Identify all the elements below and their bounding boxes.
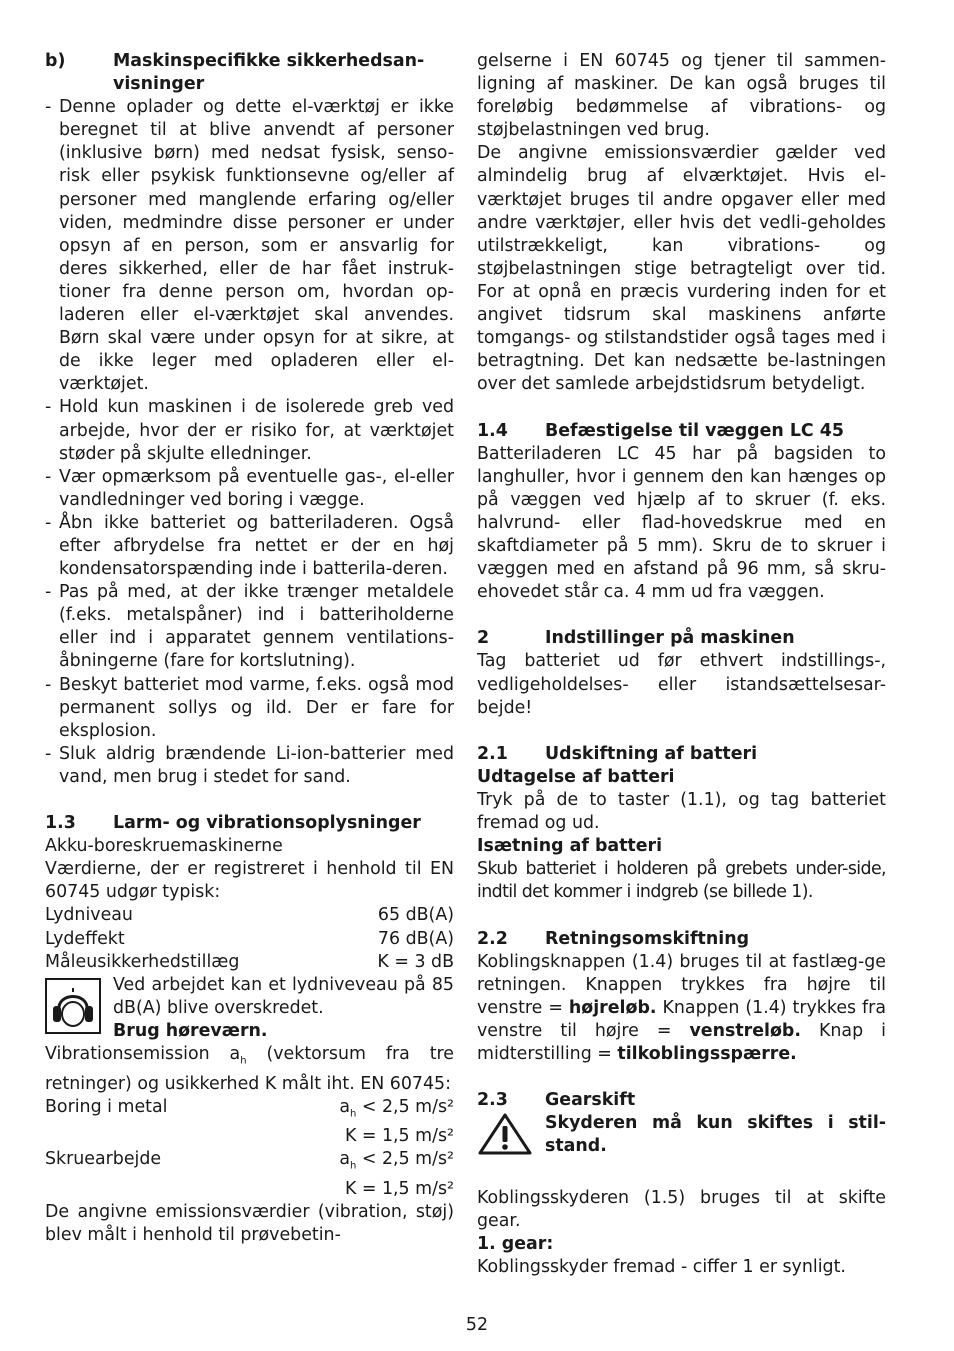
safety-bullet-1: - Denne oplader og dette el-værktøj er ikke beregnet til at blive anvendt af personer (inklusive børn) med nedsat fysisk, senso-risk eller psykisk funktionsevne og/eller af personer med manglende erfaring og/eller viden, medmindre disse personer er under opsyn af en person, som er ansvarlig for deres sikkerhed, eller de har fået instruk-tioner fra denne person om, hvordan op-laderen eller el-værktøjet skal anvendes. Børn skal være under opsyn for at sikre, at de ikke leger med opladeren eller el-værktøjet. — [45, 96, 454, 396]
section-2-3-number: 2.3 — [477, 1090, 508, 1111]
safety-bullet-7: - Sluk aldrig brændende Li-ion-batterier med vand, men brug i stedet for sand. — [45, 743, 454, 789]
noise-row — [45, 904, 454, 927]
settings-text: Tag batteriet ud før ethvert indstillings-, vedligeholdelses- eller istandsættelsesar-bejde! — [477, 651, 886, 718]
vibration-label: Skruearbejde — [45, 1149, 162, 1170]
safety-bullet-2: - Hold kun maskinen i de isolerede greb ved arbejde, hvor der er risiko for, at værktøjet støder på skjulte elledninger. — [45, 396, 454, 465]
direction-text: Koblingsknappen (1.4) bruges til at fastlæg-ge retningen. Knappen trykkes fra højre til venstre = højreløb. Knappen (1.4) trykkes fra venstre til højre = venstreløb. Knap i midterstilling = tilkoblingsspærre. — [477, 951, 886, 1065]
hearing-notice-bold: Brug høreværn. — [113, 1020, 268, 1041]
vibration-label: Boring i metal — [45, 1096, 168, 1117]
battery-insert-heading: Isætning af batteri — [477, 836, 663, 857]
emission-continued: gelserne i EN 60745 og tjener til sammen-ligning af maskiner. De kan også bruges til foreløbig bedømmelse af vibrations- og støjbelastningen ved brug. — [477, 51, 886, 141]
safety-bullet-5: - Pas på med, at der ikke trænger metaldele (f.eks. metalspåner) ind i batteriholderne eller ind i apparatet gennem ventilations-åbningerne (fare for kortslutning). — [45, 581, 454, 673]
safety-bullet-3: - Vær opmærksom på eventuelle gas-, el-eller vandledninger ved boring i vægge. — [45, 466, 454, 512]
section-2-3-heading — [477, 1089, 886, 1112]
hearing-notice-text: Ved arbejdet kan et lydniveveau på 85 dB(A) blive overskredet. — [113, 974, 454, 1018]
vibration-intro: Vibrationsemission $a_h$ (vektorsum fra tre retninger) og usikkerhed K målt iht. EN 60745: — [45, 1044, 454, 1094]
section-1-3-heading — [45, 812, 454, 835]
section-1-4-number: 1.4 — [477, 420, 508, 441]
right-column — [477, 50, 886, 1279]
section-2-1-number: 2.1 — [477, 743, 508, 764]
vibration-values: $a_h < 2,5$ m/s² K = 1,5 m/s² — [339, 1096, 454, 1147]
battery-removal-text: Tryk på de to taster (1.1), og tag batteriet fremad og ud. — [477, 790, 886, 834]
vibration-row-screwing — [45, 1148, 454, 1201]
battery-insert-text: Skub batteriet i holderen på grebets under-side, indtil det kommer i indgreb (se billede 1). — [477, 859, 886, 903]
noise-value: 76 dB(A) — [377, 928, 454, 949]
emission-notes: De angivne emissionsværdier gælder ved almindelig brug af elværktøjet. Hvis el-værktøjet bruges til andre opgaver eller med andre værktøjer, eller hvis det vedli-geholdes utilstrækkeligt, kan vibrations- og støjbelastningen stige betragteligt over tid. For at opnå en præcis vurdering inden for et angivet tidsrum skal maskinens anførte tomgangs- og stilstandstider også tages med i betragtning. Det kan nedsætte be-lastningen over det samlede arbejdstidsrum betydeligt. — [477, 143, 886, 395]
gear-1-text: Koblingsskyder fremad - ciffer 1 er synligt. — [477, 1256, 846, 1277]
section-b-number: b) — [45, 51, 66, 71]
safety-bullet-6: - Beskyt batteriet mod varme, f.eks. også mod permanent sollys og ild. Der er fare for eksplosion. — [45, 674, 454, 743]
noise-value: K = 3 dB — [377, 951, 454, 972]
wall-mount-text: Batteriladeren LC 45 har på bagsiden to langhuller, hvor i gennem den kan hænges op på væggen ved hjælp af to skruer (f. eks. halvrund- eller flad-hovedskrue med en skaftdiameter på 5 mm). Skru de to skruer i væggen med en afstand på 96 mm, så skru-ehovedet står ca. 4 mm ud fra væggen. — [477, 443, 886, 603]
section-b-heading — [45, 50, 454, 96]
section-1-4-heading — [477, 420, 886, 443]
section-2-2-number: 2.2 — [477, 928, 508, 949]
gear-warning-text: Skyderen må kun skiftes i stil-stand. — [545, 1113, 886, 1157]
section-2-number: 2 — [477, 628, 490, 649]
section-2-1-title: Udskiftning af batteri — [545, 743, 758, 764]
noise-label: Lydniveau — [45, 905, 133, 926]
noise-row — [45, 928, 454, 951]
section-1-4-title: Befæstigelse til væggen LC 45 — [545, 420, 844, 441]
section-2-heading — [477, 627, 886, 650]
section-2-2-heading — [477, 928, 886, 951]
noise-value: 65 dB(A) — [377, 905, 454, 926]
warning-triangle-icon — [477, 1112, 545, 1163]
ear-protection-icon — [45, 978, 101, 1034]
vibration-row-drilling — [45, 1096, 454, 1149]
section-b-title: Maskinspecifikke sikkerhedsan-visninger — [113, 51, 425, 95]
section-2-3-title: Gearskift — [545, 1090, 636, 1111]
emission-text: De angivne emissionsværdier (vibration, støj) blev målt i henhold til prøvebetin- — [45, 1202, 454, 1246]
page-number: 52 — [465, 1315, 489, 1335]
safety-bullet-4: - Åbn ikke batteriet og batteriladeren. Også efter afbrydelse fra nettet er der en høj kondensatorspænding inde i batterila-deren. — [45, 512, 454, 581]
gear-warning — [477, 1112, 886, 1163]
gear-1-label: 1. gear: — [477, 1233, 554, 1254]
section-1-3-title: Larm- og vibrationsoplysninger — [113, 813, 421, 834]
section-2-1-heading — [477, 743, 886, 766]
section-2-2-title: Retningsomskiftning — [545, 928, 750, 949]
gear-text: Koblingsskyderen (1.5) bruges til at skifte gear. — [477, 1187, 886, 1231]
vibration-values: $a_h < 2,5$ m/s² K = 1,5 m/s² — [339, 1149, 454, 1199]
noise-intro: Værdierne, der er registreret i henhold til EN 60745 udgør typisk: — [45, 859, 454, 903]
noise-label: Lydeffekt — [45, 928, 125, 949]
section-1-3-number: 1.3 — [45, 813, 76, 834]
section-2-title: Indstillinger på maskinen — [545, 628, 795, 649]
noise-label: Måleusikkerhedstillæg — [45, 951, 240, 972]
hearing-protection-notice — [45, 974, 454, 1043]
noise-row — [45, 951, 454, 974]
noise-product-name: Akku-boreskruemaskinerne — [45, 836, 283, 857]
battery-removal-heading: Udtagelse af batteri — [477, 766, 675, 787]
left-column — [45, 50, 454, 1247]
